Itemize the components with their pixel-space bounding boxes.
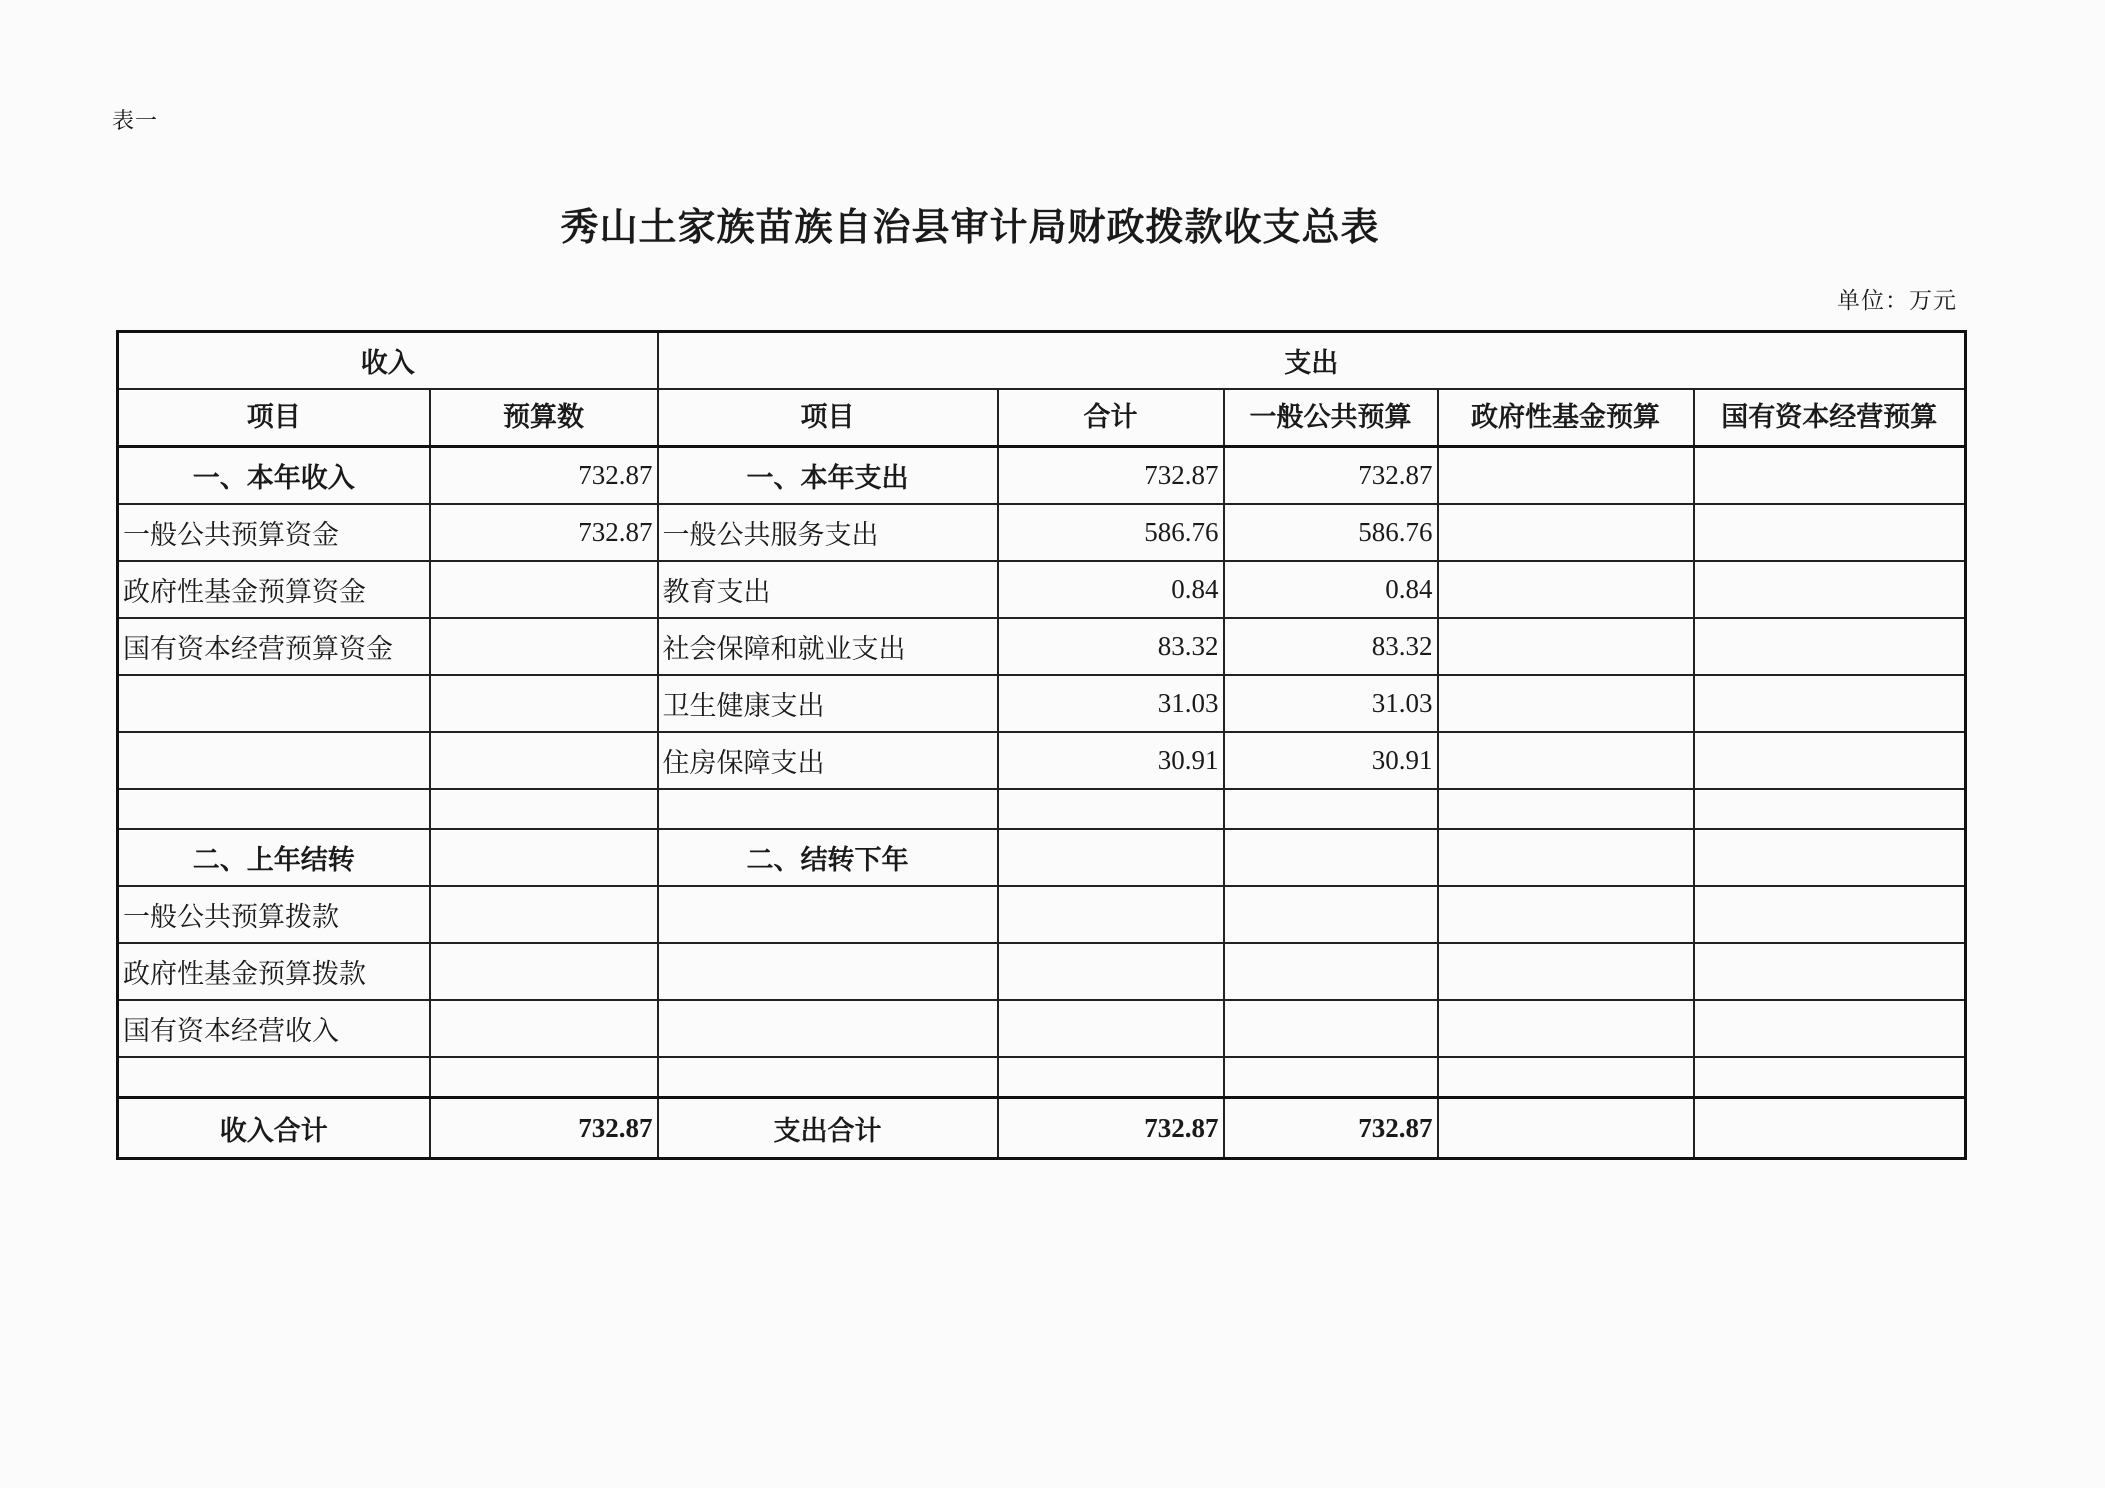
- income-item-cell: 国有资本经营预算资金: [118, 618, 430, 675]
- general-budget-cell: [1224, 1000, 1438, 1057]
- expense-item-cell: 住房保障支出: [658, 732, 998, 789]
- total-cell: 732.87: [998, 447, 1224, 505]
- header-row-columns: [118, 389, 1966, 447]
- income-item-cell: 一般公共预算拨款: [118, 886, 430, 943]
- state-capital-cell: [1694, 1000, 1966, 1057]
- income-item-cell: 一、本年收入: [118, 447, 430, 505]
- state-capital-total-value: [1694, 1098, 1966, 1159]
- gov-fund-cell: [1438, 943, 1694, 1000]
- general-budget-cell: [1224, 829, 1438, 886]
- income-budget-cell: [430, 886, 658, 943]
- income-header: 收入: [118, 332, 658, 390]
- col-income-item: 项目: [118, 389, 430, 447]
- state-capital-cell: [1694, 675, 1966, 732]
- expense-item-cell: [658, 789, 998, 829]
- table-row: [118, 1000, 1966, 1057]
- income-item-cell: 二、上年结转: [118, 829, 430, 886]
- general-budget-cell: 0.84: [1224, 561, 1438, 618]
- table-row: [118, 789, 1966, 829]
- general-total-value: 732.87: [1224, 1098, 1438, 1159]
- table-row: [118, 886, 1966, 943]
- general-budget-cell: [1224, 943, 1438, 1000]
- table-row: [118, 675, 1966, 732]
- expense-item-cell: [658, 886, 998, 943]
- general-budget-cell: 31.03: [1224, 675, 1438, 732]
- state-capital-cell: [1694, 732, 1966, 789]
- table-row: [118, 732, 1966, 789]
- income-budget-cell: [430, 1000, 658, 1057]
- total-cell: 30.91: [998, 732, 1224, 789]
- state-capital-cell: [1694, 943, 1966, 1000]
- total-cell: 31.03: [998, 675, 1224, 732]
- income-budget-cell: [430, 675, 658, 732]
- expense-item-cell: 一、本年支出: [658, 447, 998, 505]
- total-cell: [998, 943, 1224, 1000]
- general-budget-cell: 586.76: [1224, 504, 1438, 561]
- gov-fund-cell: [1438, 675, 1694, 732]
- total-cell: [998, 886, 1224, 943]
- expense-item-cell: [658, 1000, 998, 1057]
- expense-item-cell: 一般公共服务支出: [658, 504, 998, 561]
- income-budget-cell: [430, 829, 658, 886]
- income-budget-cell: [430, 618, 658, 675]
- state-capital-cell: [1694, 886, 1966, 943]
- gov-fund-cell: [1438, 886, 1694, 943]
- gov-fund-cell: [1438, 561, 1694, 618]
- income-item-cell: [118, 789, 430, 829]
- table-row: [118, 447, 1966, 505]
- col-gov-fund-budget: 政府性基金预算: [1438, 389, 1694, 447]
- total-cell: [998, 1000, 1224, 1057]
- expense-total-value: 732.87: [998, 1098, 1224, 1159]
- gov-fund-cell: [1438, 618, 1694, 675]
- gov-fund-total-value: [1438, 1098, 1694, 1159]
- expense-item-cell: 二、结转下年: [658, 829, 998, 886]
- income-item-cell: [118, 732, 430, 789]
- col-total: 合计: [998, 389, 1224, 447]
- total-cell: [998, 1057, 1224, 1098]
- table-row: [118, 829, 1966, 886]
- general-budget-cell: [1224, 789, 1438, 829]
- table-number: 表一: [112, 109, 159, 134]
- document-title: 秀山土家族苗族自治县审计局财政拨款收支总表: [560, 204, 1380, 249]
- state-capital-cell: [1694, 504, 1966, 561]
- total-cell: 0.84: [998, 561, 1224, 618]
- state-capital-cell: [1694, 1057, 1966, 1098]
- expense-item-cell: [658, 943, 998, 1000]
- general-budget-cell: 732.87: [1224, 447, 1438, 505]
- gov-fund-cell: [1438, 829, 1694, 886]
- total-cell: [998, 789, 1224, 829]
- expense-header: 支出: [658, 332, 1966, 390]
- expense-item-cell: [658, 1057, 998, 1098]
- col-general-budget: 一般公共预算: [1224, 389, 1438, 447]
- gov-fund-cell: [1438, 1057, 1694, 1098]
- state-capital-cell: [1694, 447, 1966, 505]
- income-budget-cell: 732.87: [430, 504, 658, 561]
- income-budget-cell: 732.87: [430, 447, 658, 505]
- income-budget-cell: [430, 561, 658, 618]
- expense-item-cell: 卫生健康支出: [658, 675, 998, 732]
- gov-fund-cell: [1438, 1000, 1694, 1057]
- general-budget-cell: [1224, 886, 1438, 943]
- gov-fund-cell: [1438, 504, 1694, 561]
- state-capital-cell: [1694, 618, 1966, 675]
- general-budget-cell: [1224, 1057, 1438, 1098]
- total-cell: 83.32: [998, 618, 1224, 675]
- general-budget-cell: 30.91: [1224, 732, 1438, 789]
- table-row: [118, 943, 1966, 1000]
- table-row: [118, 1057, 1966, 1098]
- expense-item-cell: 社会保障和就业支出: [658, 618, 998, 675]
- unit-label: 单位：万元: [1837, 288, 1957, 314]
- income-budget-cell: [430, 789, 658, 829]
- table-row: [118, 561, 1966, 618]
- total-cell: [998, 829, 1224, 886]
- table-row: [118, 618, 1966, 675]
- income-item-cell: [118, 675, 430, 732]
- general-budget-cell: 83.32: [1224, 618, 1438, 675]
- income-item-cell: 国有资本经营收入: [118, 1000, 430, 1057]
- expense-total-label: 支出合计: [658, 1098, 998, 1159]
- income-budget-cell: [430, 1057, 658, 1098]
- total-cell: 586.76: [998, 504, 1224, 561]
- income-budget-cell: [430, 943, 658, 1000]
- col-state-capital-budget: 国有资本经营预算: [1694, 389, 1966, 447]
- income-item-cell: 一般公共预算资金: [118, 504, 430, 561]
- state-capital-cell: [1694, 789, 1966, 829]
- income-item-cell: 政府性基金预算资金: [118, 561, 430, 618]
- gov-fund-cell: [1438, 732, 1694, 789]
- state-capital-cell: [1694, 829, 1966, 886]
- col-expense-item: 项目: [658, 389, 998, 447]
- income-item-cell: 政府性基金预算拨款: [118, 943, 430, 1000]
- table-row: [118, 504, 1966, 561]
- expense-item-cell: 教育支出: [658, 561, 998, 618]
- income-item-cell: [118, 1057, 430, 1098]
- table-row-total: [118, 1098, 1966, 1159]
- header-row-main: [118, 332, 1966, 390]
- gov-fund-cell: [1438, 447, 1694, 505]
- state-capital-cell: [1694, 561, 1966, 618]
- income-budget-cell: [430, 732, 658, 789]
- gov-fund-cell: [1438, 789, 1694, 829]
- income-total-label: 收入合计: [118, 1098, 430, 1159]
- income-total-value: 732.87: [430, 1098, 658, 1159]
- col-income-budget: 预算数: [430, 389, 658, 447]
- budget-table: [116, 330, 1967, 1160]
